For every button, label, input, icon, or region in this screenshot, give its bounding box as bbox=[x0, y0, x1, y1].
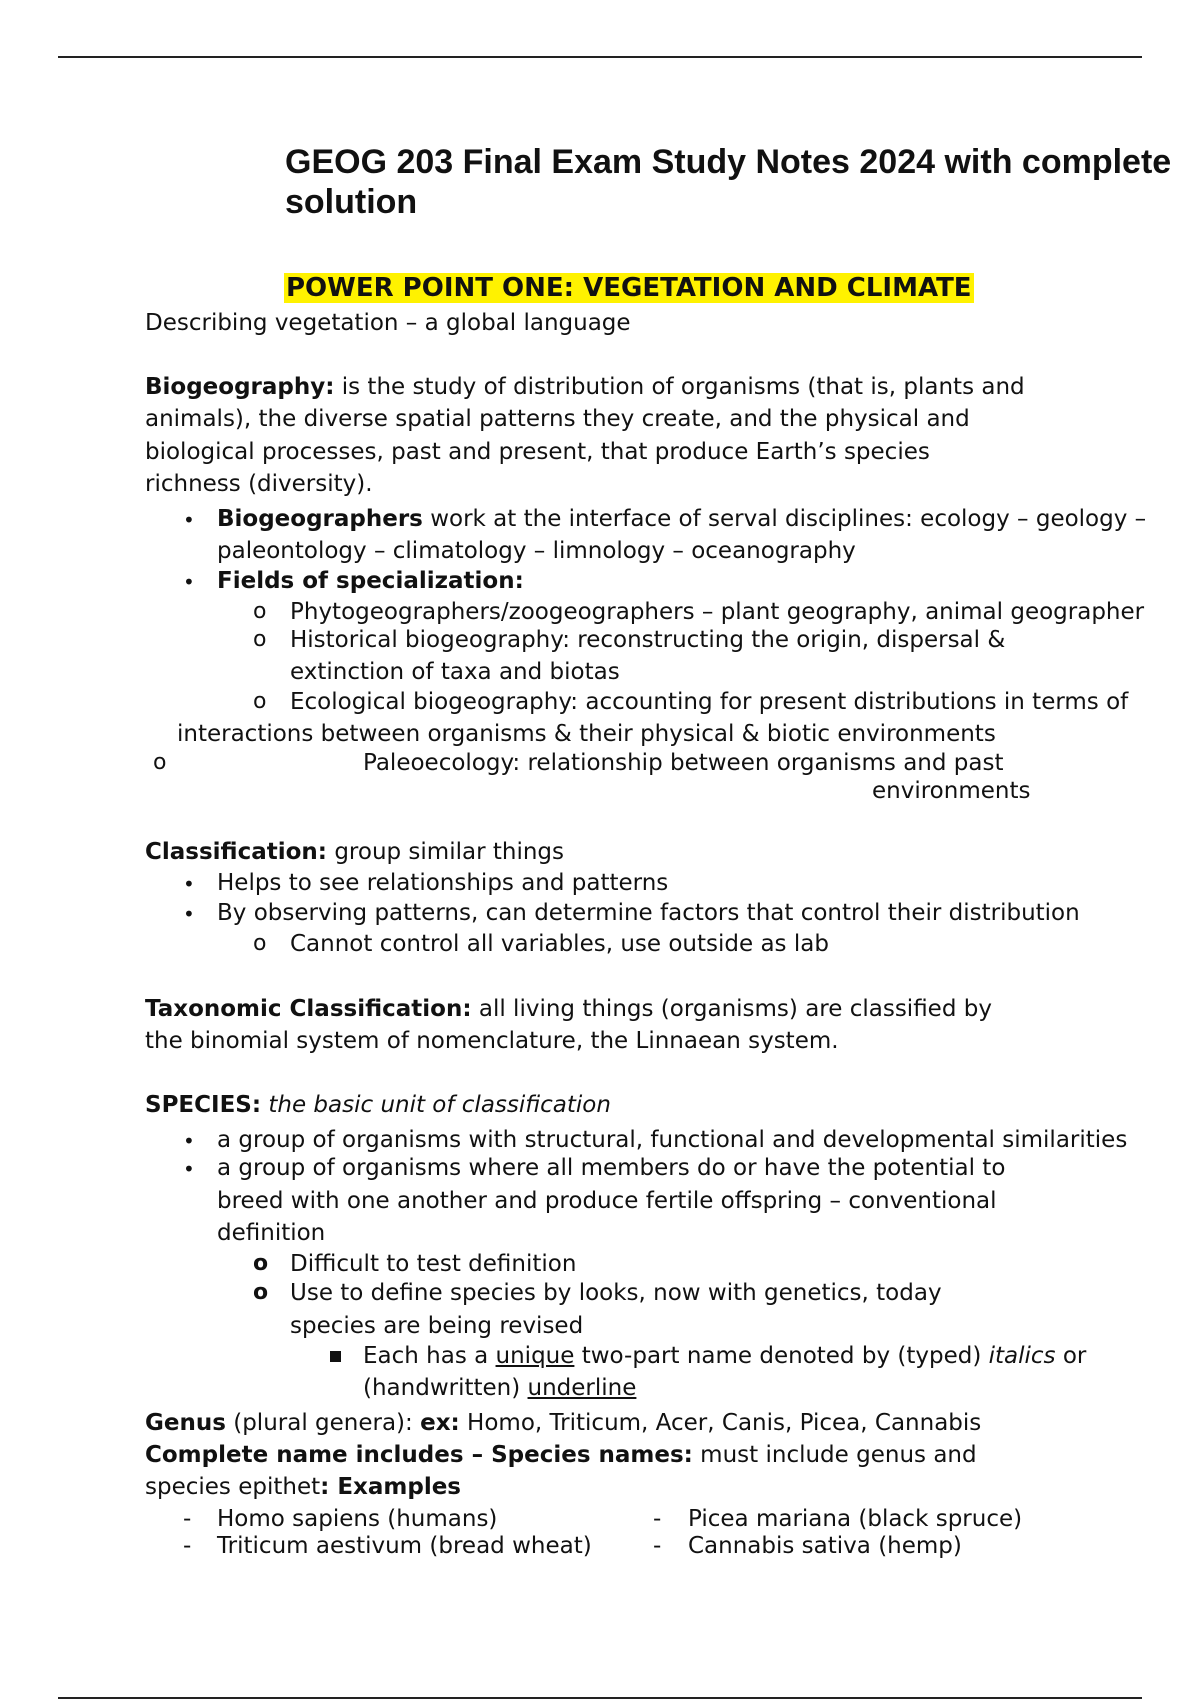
taxonomic-line-1: Taxonomic Classification: all living things (organisms) are classified by bbox=[145, 996, 992, 1022]
sub-marker: o bbox=[153, 750, 167, 775]
classification-sub: Cannot control all variables, use outside as lab bbox=[290, 931, 829, 957]
biogeography-line-4: richness (diversity). bbox=[145, 471, 373, 497]
sub-marker: o bbox=[253, 599, 267, 624]
biogeography-line-3: biological processes, past and present, that produce Earth’s species bbox=[145, 439, 930, 465]
specialization-phyto: Phytogeographers/zoogeographers – plant geography, animal geographer bbox=[290, 599, 1145, 625]
species-bullet-1: a group of organisms with structural, functional and developmental similarities bbox=[217, 1127, 1128, 1153]
specialization-paleo-2: environments bbox=[872, 778, 1031, 804]
classification-bullet-2: By observing patterns, can determine factors that control their distribution bbox=[217, 900, 1080, 926]
specialization-historical-2: extinction of taxa and biotas bbox=[290, 659, 620, 685]
two-part-name-line-1: Each has a unique two-part name denoted by (typed) italics or bbox=[363, 1343, 1087, 1369]
biogeography-line-2: animals), the diverse spatial patterns they create, and the physical and bbox=[145, 406, 970, 432]
dash-marker: - bbox=[183, 1533, 192, 1559]
bullet-marker: • bbox=[183, 570, 195, 594]
dash-marker: - bbox=[183, 1506, 192, 1532]
biogeographers-line-2: paleontology – climatology – limnology – oceanography bbox=[217, 538, 856, 564]
sub-marker: o bbox=[253, 1280, 269, 1305]
subtitle: Describing vegetation – a global language bbox=[145, 310, 631, 336]
species-bullet-2-line-1: a group of organisms where all members do or have the potential to bbox=[217, 1155, 1006, 1181]
sub-marker: o bbox=[253, 627, 267, 652]
classification-line: Classification: group similar things bbox=[145, 839, 565, 865]
bullet-marker: • bbox=[183, 902, 195, 926]
species-sub-1: Difficult to test definition bbox=[290, 1251, 577, 1277]
example-cannabis: Cannabis sativa (hemp) bbox=[688, 1533, 962, 1559]
page-title: GEOG 203 Final Exam Study Notes 2024 with complete solution bbox=[285, 143, 1172, 221]
specialization-historical-1: Historical biogeography: reconstructing the origin, dispersal & bbox=[290, 627, 1006, 653]
example-picea: Picea mariana (black spruce) bbox=[688, 1506, 1023, 1532]
biogeography-term: Biogeography: bbox=[145, 374, 335, 400]
dash-marker: - bbox=[653, 1533, 662, 1559]
species-bullet-2-line-2: breed with one another and produce fertile offspring – conventional bbox=[217, 1188, 997, 1214]
taxonomic-line-2: the binomial system of nomenclature, the Linnaean system. bbox=[145, 1028, 839, 1054]
sub-marker: o bbox=[253, 1251, 269, 1276]
ppt-heading: POWER POINT ONE: VEGETATION AND CLIMATE bbox=[286, 273, 972, 303]
species-sub-2-line-2: species are being revised bbox=[290, 1313, 584, 1339]
bullet-marker: • bbox=[183, 1157, 195, 1181]
sub-marker: o bbox=[253, 931, 267, 956]
sub-marker: o bbox=[253, 689, 267, 714]
biogeographers-line-1: Biogeographers work at the interface of serval disciplines: ecology – geology – bbox=[217, 506, 1147, 532]
species-line: SPECIES: the basic unit of classification bbox=[145, 1092, 611, 1118]
bullet-marker: • bbox=[183, 1129, 195, 1153]
species-sub-2-line-1: Use to define species by looks, now with genetics, today bbox=[290, 1280, 942, 1306]
bottom-rule bbox=[58, 1697, 1142, 1699]
section-heading bbox=[284, 272, 974, 305]
specialization-ecological-1: Ecological biogeography: accounting for present distributions in terms of bbox=[290, 689, 1129, 715]
square-bullet-icon bbox=[330, 1351, 341, 1362]
complete-name-line-1: Complete name includes – Species names: must include genus and bbox=[145, 1442, 977, 1468]
dash-marker: - bbox=[653, 1506, 662, 1532]
example-triticum: Triticum aestivum (bread wheat) bbox=[217, 1533, 592, 1559]
species-bullet-2-line-3: definition bbox=[217, 1220, 326, 1246]
bullet-marker: • bbox=[183, 872, 195, 896]
classification-bullet-1: Helps to see relationships and patterns bbox=[217, 870, 669, 896]
fields-of-specialization: Fields of specialization: bbox=[217, 568, 524, 594]
genus-line: Genus (plural genera): ex: Homo, Triticum, Acer, Canis, Picea, Cannabis bbox=[145, 1410, 982, 1436]
two-part-name-line-2: (handwritten) underline bbox=[363, 1375, 637, 1401]
specialization-ecological-2: interactions between organisms & their physical & biotic environments bbox=[177, 721, 996, 747]
example-homo-sapiens: Homo sapiens (humans) bbox=[217, 1506, 498, 1532]
top-rule bbox=[58, 56, 1142, 58]
bullet-marker: • bbox=[183, 508, 195, 532]
specialization-paleo-1: Paleoecology: relationship between organisms and past bbox=[363, 750, 1004, 776]
complete-name-line-2: species epithet: Examples bbox=[145, 1474, 461, 1500]
biogeography-line-1: Biogeography: is the study of distribution of organisms (that is, plants and bbox=[145, 374, 1025, 400]
